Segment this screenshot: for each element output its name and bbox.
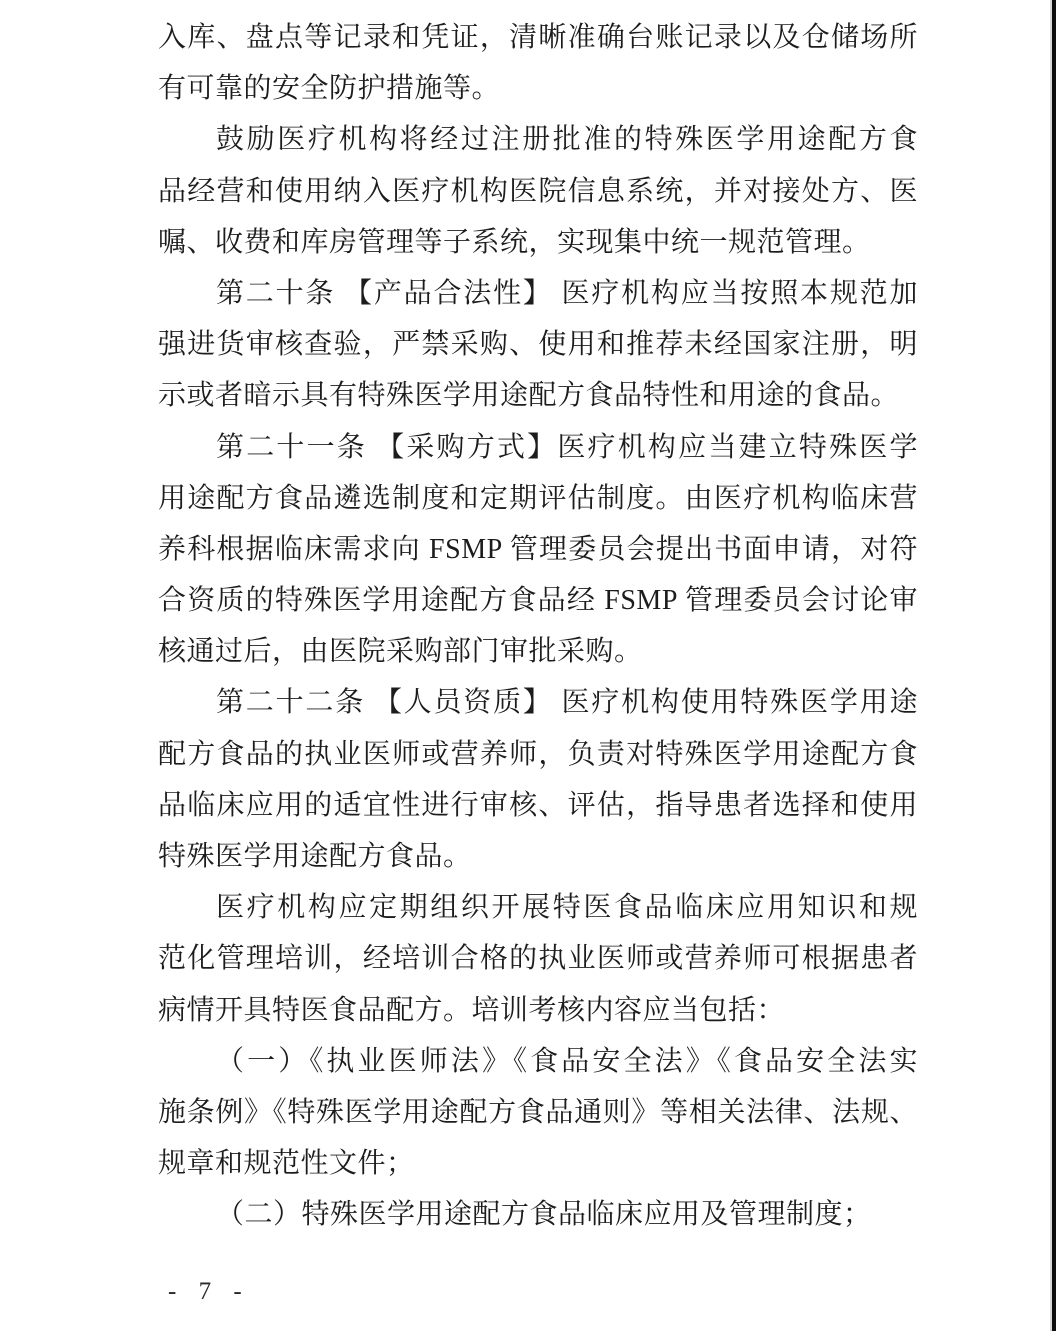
text-line: 规章和规范性文件； (158, 1148, 415, 1180)
text-line-article-20-heading: 第二十条 【产品合法性】 医疗机构应当按照本规范加 (216, 277, 918, 309)
text-line: 有可靠的安全防护措施等。 (158, 73, 501, 105)
text-line: 特殊医学用途配方食品。 (158, 841, 472, 872)
text-line: 施条例》《特殊医学用途配方食品通则》等相关法律、法规、 (158, 1096, 918, 1128)
text-line: 配方食品的执业医师或营养师，负责对特殊医学用途配方食 (158, 738, 918, 770)
text-line: 合资质的特殊医学用途配方食品经 FSMP 管理委员会讨论审 (158, 585, 918, 617)
text-line: 示或者暗示具有特殊医学用途配方食品特性和用途的食品。 (158, 380, 900, 412)
text-line: 病情开具特医食品配方。培训考核内容应当包括： (158, 994, 786, 1026)
text-line: 品经营和使用纳入医疗机构医院信息系统，并对接处方、医 (158, 175, 918, 207)
text-line: 入库、盘点等记录和凭证，清晰准确台账记录以及仓储场所 (158, 22, 918, 53)
text-line: 范化管理培训，经培训合格的执业医师或营养师可根据患者 (158, 943, 918, 975)
text-line-article-21-heading: 第二十一条 【采购方式】医疗机构应当建立特殊医学 (216, 431, 918, 463)
page-body-text (158, 12, 918, 1241)
text-line-article-22-heading: 第二十二条 【人员资质】 医疗机构使用特殊医学用途 (216, 687, 918, 719)
text-line: 强进货审核查验，严禁采购、使用和推荐未经国家注册，明 (158, 329, 918, 361)
text-line: 用途配方食品遴选制度和定期评估制度。由医疗机构临床营 (158, 482, 918, 514)
text-line: 核通过后，由医院采购部门审批采购。 (158, 636, 643, 668)
text-line-list-item-1: （一）《执业医师法》《食品安全法》《食品安全法实 (216, 1045, 918, 1077)
text-line: 嘱、收费和库房管理等子系统，实现集中统一规范管理。 (158, 226, 871, 258)
text-line: 养科根据临床需求向 FSMP 管理委员会提出书面申请，对符 (158, 533, 918, 565)
text-line: 品临床应用的适宜性进行审核、评估，指导患者选择和使用 (158, 789, 918, 821)
text-line: 医疗机构应定期组织开展特医食品临床应用知识和规 (216, 892, 918, 924)
scan-edge-artifact (1050, 0, 1056, 1331)
text-line: 鼓励医疗机构将经过注册批准的特殊医学用途配方食 (216, 124, 918, 156)
text-line-list-item-2: （二）特殊医学用途配方食品临床应用及管理制度； (216, 1199, 872, 1231)
page-number: - 7 - (168, 1278, 244, 1305)
